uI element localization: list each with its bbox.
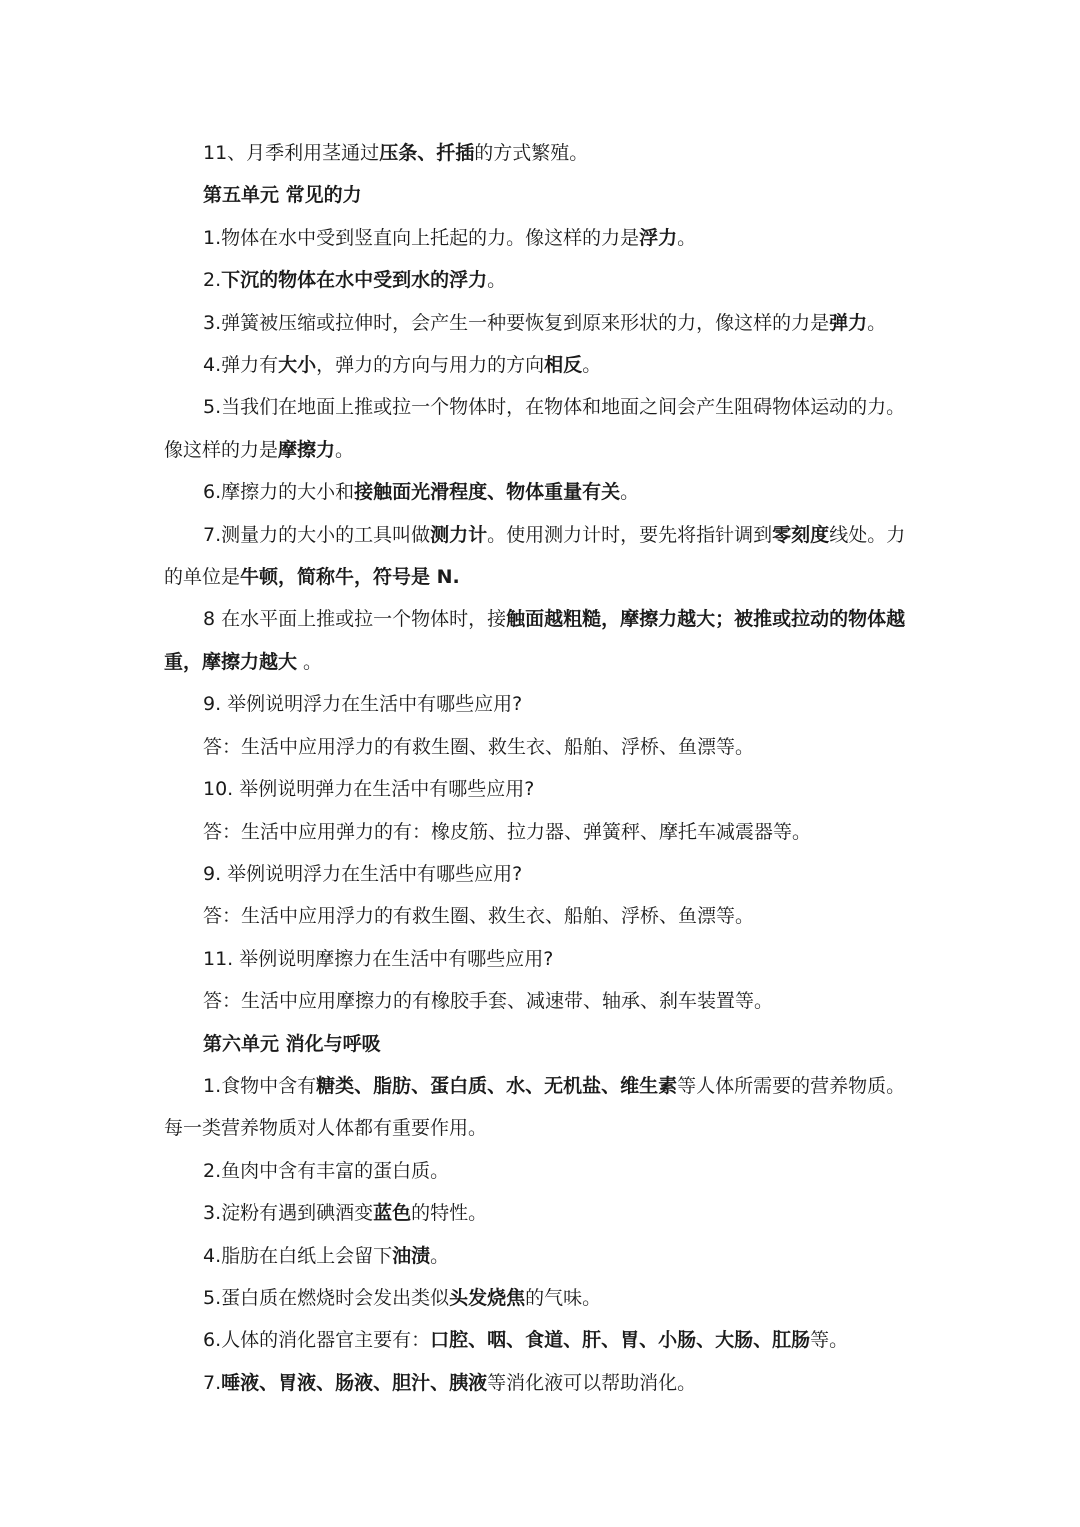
text-segment: 。 <box>677 226 697 249</box>
text-segment: 3.淀粉有遇到碘酒变 <box>203 1202 374 1225</box>
text-segment: 的特性。 <box>411 1202 488 1225</box>
text-segment: 1.物体在水中受到竖直向上托起的力。像这样的力是 <box>203 226 640 249</box>
paragraph <box>164 1362 924 1404</box>
paragraph <box>164 132 924 174</box>
text-segment: 等。 <box>810 1329 849 1352</box>
bold-text: 测力计 <box>430 523 488 546</box>
text-segment: 。 <box>620 481 640 504</box>
bold-text: 第六单元 消化与呼吸 <box>203 1032 381 1055</box>
text-segment: 4.脂肪在白纸上会留下 <box>203 1244 393 1267</box>
bold-text: 零刻度 <box>772 523 830 546</box>
paragraph <box>164 768 924 810</box>
text-segment: 。使用测力计时，要先将指针调到 <box>487 523 773 546</box>
text-segment: 答：生活中应用摩擦力的有橡胶手套、减速带、轴承、刹车装置等。 <box>203 990 774 1013</box>
text-segment: 的气味。 <box>525 1286 602 1309</box>
paragraph <box>164 1065 924 1150</box>
text-segment: 6.摩擦力的大小和 <box>203 481 355 504</box>
paragraph <box>164 895 924 937</box>
paragraph <box>164 514 924 599</box>
text-segment: 线处。力的单位是 <box>164 523 906 589</box>
bold-text: 下沉的物体在水中受到水的浮力 <box>221 269 488 292</box>
bold-text: 接触面光滑程度、物体重量有关 <box>354 481 621 504</box>
paragraph <box>164 259 924 301</box>
text-segment: 9. 举例说明浮力在生活中有哪些应用? <box>203 862 523 885</box>
paragraph <box>164 980 924 1022</box>
bold-text: 蓝色 <box>373 1202 412 1225</box>
paragraph <box>164 1277 924 1319</box>
text-segment: 2. <box>203 269 222 292</box>
text-segment: 。 <box>297 650 323 673</box>
text-segment: 4.弹力有 <box>203 354 279 377</box>
bold-text: 糖类、脂肪、蛋白质、水、无机盐、维生素 <box>316 1074 678 1097</box>
paragraph <box>164 598 924 683</box>
paragraph <box>164 217 924 259</box>
text-segment: 7. <box>203 1371 222 1394</box>
bold-text: 唾液、胃液、肠液、胆汁、胰液 <box>221 1371 488 1394</box>
text-segment: 5.当我们在地面上推或拉一个物体时，在物体和地面之间会产生阻碍物体运动的力。像这样的力是 <box>164 396 906 461</box>
text-segment: 7.测量力的大小的工具叫做 <box>203 523 431 546</box>
text-segment: 10. 举例说明弹力在生活中有哪些应用? <box>203 778 535 801</box>
bold-text: 弹力 <box>829 311 868 334</box>
text-segment: 2.鱼肉中含有丰富的蛋白质。 <box>203 1159 450 1182</box>
text-segment: 的方式繁殖。 <box>474 142 589 164</box>
paragraph <box>164 1319 924 1361</box>
text-segment: 。 <box>582 354 602 377</box>
text-segment: 5.蛋白质在燃烧时会发出类似 <box>203 1286 450 1309</box>
paragraph <box>164 726 924 768</box>
paragraph <box>164 938 924 980</box>
text-segment: 答：生活中应用弹力的有：橡皮筋、拉力器、弹簧秤、摩托车减震器等。 <box>203 820 812 843</box>
paragraph <box>164 683 924 725</box>
paragraph <box>164 1150 924 1192</box>
text-segment: 答：生活中应用浮力的有救生圈、救生衣、船舶、浮桥、鱼漂等。 <box>203 905 755 928</box>
bold-text: 油渍 <box>392 1244 431 1267</box>
bold-text: 浮力 <box>639 226 678 249</box>
bold-text: 头发烧焦 <box>449 1286 526 1309</box>
paragraph <box>164 302 924 344</box>
bold-text: 口腔、咽、食道、肝、胃、小肠、大肠、肛肠 <box>430 1329 811 1352</box>
bold-text: 第五单元 常见的力 <box>203 184 362 207</box>
text-segment: 6.人体的消化器官主要有： <box>203 1329 431 1352</box>
bold-text: 压条、扦插 <box>379 142 475 164</box>
text-segment: 。 <box>487 269 507 292</box>
paragraph <box>164 471 924 513</box>
document-body <box>164 132 924 1404</box>
text-segment: 答：生活中应用浮力的有救生圈、救生衣、船舶、浮桥、鱼漂等。 <box>203 735 755 758</box>
text-segment: 1.食物中含有 <box>203 1074 317 1097</box>
paragraph <box>164 853 924 895</box>
section-heading <box>164 174 924 216</box>
paragraph <box>164 1235 924 1277</box>
text-segment: 11、月季利用茎通过 <box>203 142 380 164</box>
text-segment: 9. 举例说明浮力在生活中有哪些应用? <box>203 693 523 716</box>
bold-text: 牛顿，简称牛，符号是 N. <box>240 566 460 589</box>
paragraph <box>164 344 924 386</box>
paragraph <box>164 811 924 853</box>
section-heading <box>164 1023 924 1065</box>
bold-text: 相反 <box>544 354 583 377</box>
text-segment: 等消化液可以帮助消化。 <box>487 1371 697 1394</box>
text-segment: ，弹力的方向与用力的方向 <box>316 354 545 377</box>
text-segment: 11. 举例说明摩擦力在生活中有哪些应用? <box>203 947 554 970</box>
text-segment: 。 <box>867 311 887 334</box>
paragraph <box>164 386 924 471</box>
text-segment: 3.弹簧被压缩或拉伸时，会产生一种要恢复到原来形状的力，像这样的力是 <box>203 311 830 334</box>
text-segment: 8 在水平面上推或拉一个物体时，接 <box>203 608 507 631</box>
text-segment: 。 <box>430 1244 450 1267</box>
bold-text: 摩擦力 <box>278 438 336 461</box>
paragraph <box>164 1192 924 1234</box>
bold-text: 大小 <box>278 354 317 377</box>
bold-text: 触面越粗糙，摩擦力越大；被推或拉动的物体越重，摩擦力越大 <box>164 608 906 673</box>
text-segment: 等人体所需要的营养物质。每一类营养物质对人体都有重要作用。 <box>164 1074 906 1140</box>
text-segment: 。 <box>335 438 355 461</box>
